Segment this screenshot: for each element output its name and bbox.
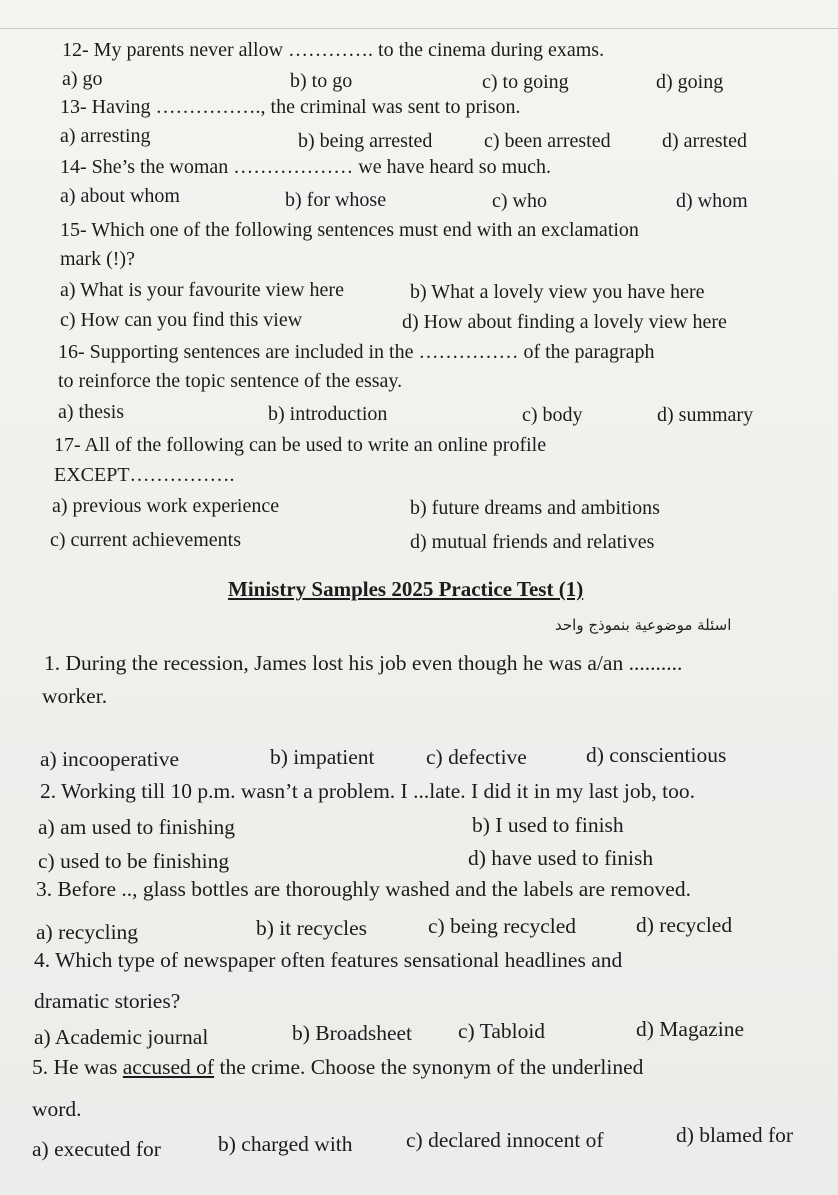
q12-option-d: d) going [656,71,724,93]
q14-option-d: d) whom [676,190,748,212]
q3-option-b: b) it recycles [256,916,368,940]
q15-option-a: a) What is your favourite view here [60,279,344,301]
q13-option-d: d) arrested [662,130,747,152]
q17-option-c: c) current achievements [50,529,242,551]
q5-stem [32,1054,643,1080]
q17-option-b: b) future dreams and ambitions [410,497,660,519]
q13-option-c: c) been arrested [484,130,611,152]
q17-option-a: a) previous work experience [52,495,280,517]
q13-option-a: a) arresting [60,125,151,147]
q16-stem-line1: 16- Supporting sentences are included in the …………… of the paragraph [58,341,655,363]
q1-option-b: b) impatient [270,745,375,769]
page-divider [0,28,838,29]
q12-stem: 12- My parents never allow …………. to the cinema during exams. [62,39,605,61]
q1-option-d: d) conscientious [586,743,727,767]
q12-option-a: a) go [62,68,103,90]
q5-option-c: c) declared innocent of [406,1128,604,1152]
q13-stem: 13- Having ……………., the criminal was sent to prison. [60,96,521,118]
q15-option-d: d) How about finding a lovely view here [402,311,727,333]
q17-option-d: d) mutual friends and relatives [410,531,655,553]
q4-stem-line2: dramatic stories? [34,989,181,1013]
q5-stem-line2: word. [32,1097,82,1121]
q14-option-b: b) for whose [285,189,387,211]
arabic-section-label: اسئلة موضوعية بنموذج واحد [555,616,732,634]
q15-stem-line2: mark (!)? [60,248,135,270]
q2-option-d: d) have used to finish [468,846,654,870]
q16-option-d: d) summary [657,404,754,426]
q4-option-b: b) Broadsheet [292,1021,413,1045]
q5-stem-pre: 5. He was [32,1055,123,1079]
q2-option-a: a) am used to finishing [38,815,236,839]
q1-stem-line1: 1. During the recession, James lost his job even though he was a/an .......... [44,651,683,675]
q2-option-b: b) I used to finish [472,813,624,837]
q5-stem-post: the crime. Choose the synonym of the underlined [214,1055,644,1079]
q15-stem-line1: 15- Which one of the following sentences must end with an exclamation [60,219,639,241]
q4-option-d: d) Magazine [636,1017,745,1041]
q5-option-a: a) executed for [32,1137,161,1161]
q3-stem: 3. Before .., glass bottles are thoroughly washed and the labels are removed. [36,877,691,901]
q4-option-a: a) Academic journal [34,1025,209,1049]
q15-option-c: c) How can you find this view [60,309,303,331]
q3-option-d: d) recycled [636,913,733,937]
q13-option-b: b) being arrested [298,130,433,152]
q2-stem: 2. Working till 10 p.m. wasn’t a problem. I ...late. I did it in my last job, too. [40,779,695,803]
q17-stem-line2: EXCEPT……………. [54,464,235,486]
q1-option-c: c) defective [426,745,527,769]
q5-option-b: b) charged with [218,1132,353,1156]
q12-option-c: c) to going [482,71,569,93]
q16-option-a: a) thesis [58,401,125,423]
q17-stem-line1: 17- All of the following can be used to write an online profile [54,434,547,456]
section-title: Ministry Samples 2025 Practice Test (1) [228,577,584,601]
q1-stem-line2: worker. [42,684,108,708]
q5-option-d: d) blamed for [676,1123,794,1147]
q2-option-c: c) used to be finishing [38,849,230,873]
q16-option-b: b) introduction [268,403,388,425]
q1-option-a: a) incooperative [40,747,180,771]
q5-underlined-word: accused of [122,1055,215,1079]
q3-option-a: a) recycling [36,920,139,944]
q14-stem: 14- She’s the woman ……………… we have heard so much. [60,156,552,178]
q15-option-b: b) What a lovely view you have here [410,281,705,303]
q14-option-c: c) who [492,190,547,212]
q3-option-c: c) being recycled [428,914,577,938]
q14-option-a: a) about whom [60,185,180,207]
q12-option-b: b) to go [290,70,353,92]
q16-stem-line2: to reinforce the topic sentence of the essay. [58,370,403,392]
q4-stem-line1: 4. Which type of newspaper often features sensational headlines and [34,948,623,972]
q16-option-c: c) body [522,404,583,426]
q4-option-c: c) Tabloid [458,1019,546,1043]
